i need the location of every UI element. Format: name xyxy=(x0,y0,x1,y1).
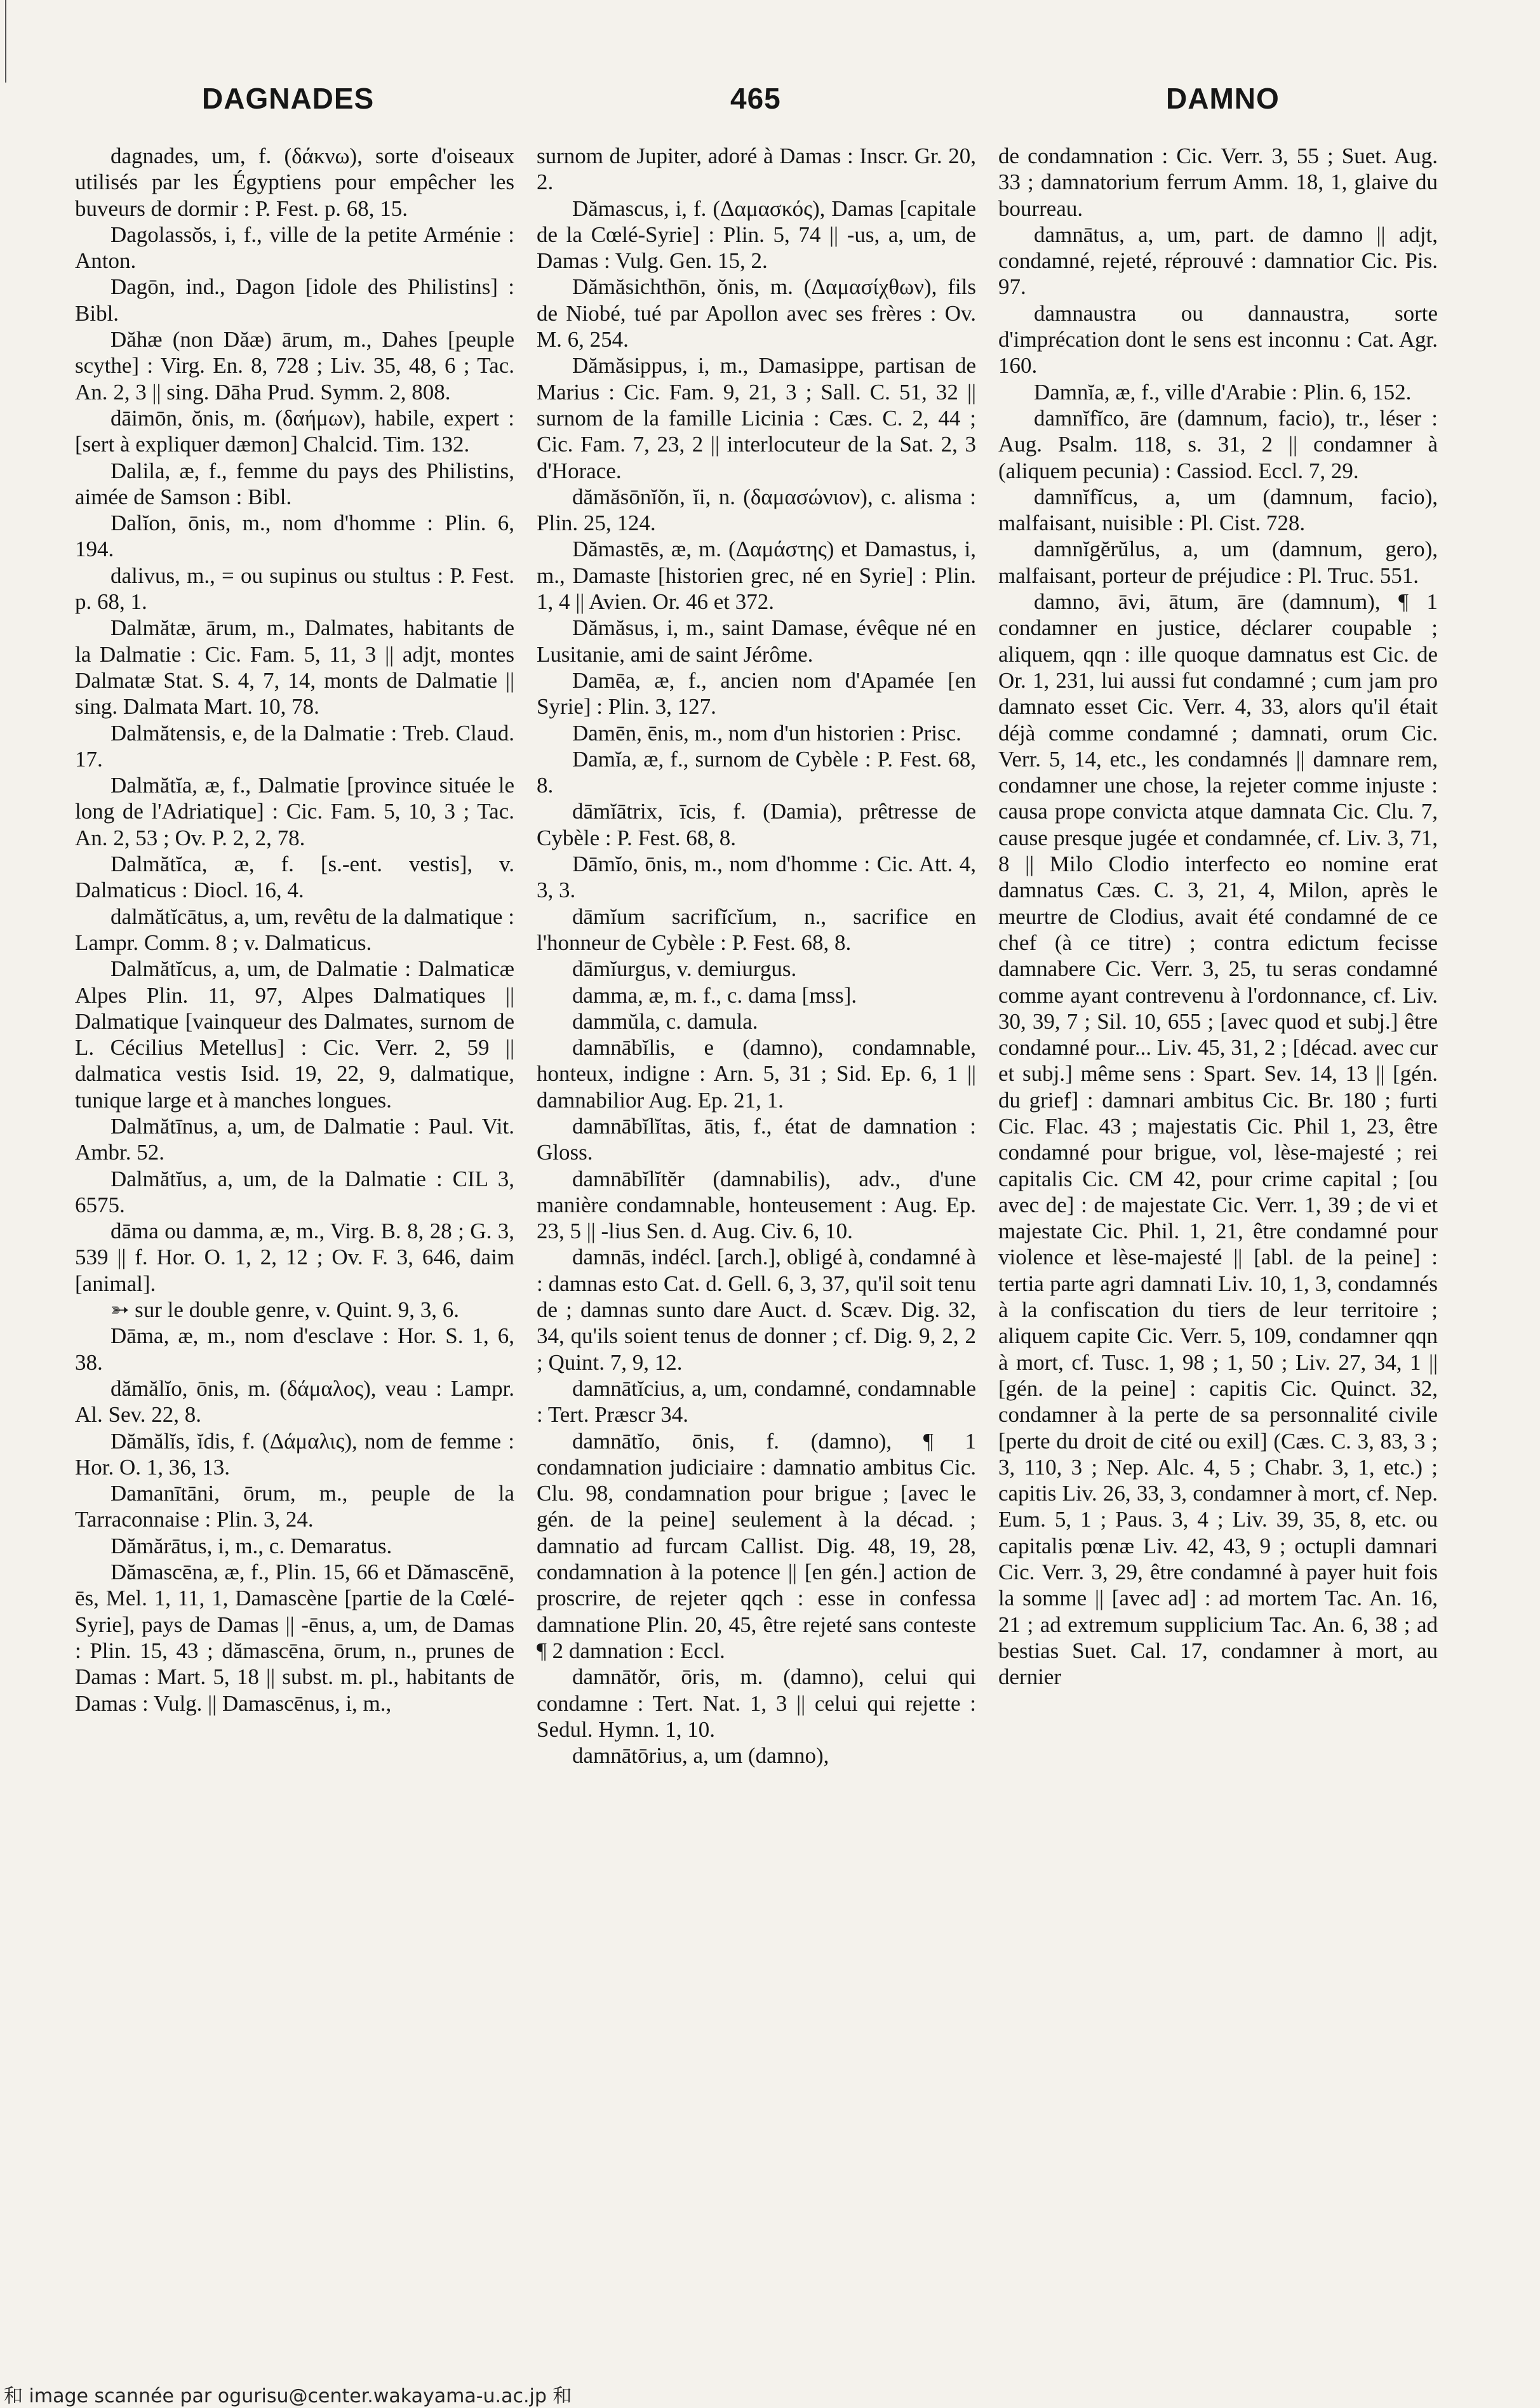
dictionary-entry: dāmĭātrix, īcis, f. (Damia), prêtresse de Cybèle : P. Fest. 68, 8. xyxy=(537,799,976,850)
dictionary-entry: damnābĭlis, e (damno), condamnable, honteux, indigne : Arn. 5, 31 ; Sid. Ep. 6, 1 || damnabilior Aug. Ep. 21, 1. xyxy=(537,1035,976,1113)
dictionary-entry: Dămastēs, æ, m. (Δαμάστης) et Damastus, i, m., Damaste [historien grec, né en Syrie] : Plin. 1, 4 || Avien. Or. 46 et 372. xyxy=(537,537,976,615)
dictionary-entry: damma, æ, m. f., c. dama [mss]. xyxy=(572,982,857,1008)
dictionary-column-2 xyxy=(537,143,976,2327)
dictionary-column-1 xyxy=(75,143,514,2327)
dictionary-entry: de condamnation : Cic. Verr. 3, 55 ; Suet. Aug. 33 ; damnatorium ferrum Amm. 18, 1, glaive du bourreau. xyxy=(998,144,1438,221)
dictionary-entry: Dămărātus, i, m., c. Demaratus. xyxy=(110,1533,392,1558)
dictionary-entry: dāmĭurgus, v. demiurgus. xyxy=(572,956,797,982)
scan-credit-footer: 和 image scannée par ogurisu@center.wakayama-u.ac.jp 和 xyxy=(4,2385,572,2407)
dictionary-entry: Dămascus, i, f. (Δαμασκός), Damas [capitale de la Cœlé-Syrie] : Plin. 5, 74 || -us, a, um, de Damas : Vulg. Gen. 15, 2. xyxy=(537,196,976,274)
dictionary-entry: Damanītāni, ōrum, m., peuple de la Tarraconnaise : Plin. 3, 24. xyxy=(75,1481,514,1532)
dictionary-entry: Dagolassŏs, i, f., ville de la petite Arménie : Anton. xyxy=(75,222,514,274)
dictionary-entry: dagnades, um, f. (δάκνω), sorte d'oiseaux utilisés par les Égyptiens pour empêcher les buveurs de dormir : P. Fest. p. 68, 15. xyxy=(75,144,514,221)
dictionary-entry: Dămăsippus, i, m., Damasippe, partisan de Marius : Cic. Fam. 9, 21, 3 ; Sall. C. 51, 32 || surnom de la famille Licinia : Cæs. C. 2, 44 ; Cic. Fam. 7, 23, 2 || interlocuteur de la Sat. 2, 3 d'Horace. xyxy=(537,353,976,483)
dictionary-entry: damnābĭlĭtas, ātis, f., état de damnation : Gloss. xyxy=(537,1113,976,1165)
dictionary-entry: Dămălĭs, ĭdis, f. (Δάμαλις), nom de femme : Hor. O. 1, 36, 13. xyxy=(75,1428,514,1480)
dictionary-entry: Dămascēna, æ, f., Plin. 15, 66 et Dămascēnē, ēs, Mel. 1, 11, 1, Damascène [partie de la Cœlé-Syrie], pays de Damas || -ēnus, a, um, de Damas : Plin. 15, 43 ; dămascēna, ōrum, n., prunes de Damas : Mart. 5, 18 || subst. m. pl., habitants de Damas : Vulg. || Damascēnus, i, m., xyxy=(75,1560,514,1716)
dictionary-entry: damnātŏr, ōris, m. (damno), celui qui condamne : Tert. Nat. 1, 3 || celui qui rejette : Sedul. Hymn. 1, 10. xyxy=(537,1664,976,1742)
dictionary-entry: Damĭa, æ, f., surnom de Cybèle : P. Fest. 68, 8. xyxy=(537,746,976,798)
dictionary-entry: damnās, indécl. [arch.], obligé à, condamné à : damnas esto Cat. d. Gell. 6, 3, 37, qu'il soit tenu de ; damnas sunto dare Auct. d. Scæv. Dig. 32, 34, qu'ils soient tenus de donner ; cf. Dig. 9, 2, 2 ; Quint. 7, 9, 12. xyxy=(537,1245,976,1375)
page-number: 465 xyxy=(730,82,781,115)
dictionary-entry: damnaustra ou dannaustra, sorte d'imprécation dont le sens est inconnu : Cat. Agr. 160. xyxy=(998,300,1438,378)
dictionary-entry: damno, āvi, ātum, āre (damnum), ¶ 1 condamner en justice, déclarer coupable ; aliquem, qqn : ille quoque damnatus est Cic. de Or. 1, 231, lui aussi fut condamné ; cum jam pro damnato esset Cic. Verr. 4, 33, alors qu'il était déjà comme condamné ; damnati, orum Cic. Verr. 5, 14, etc., les condamnés || damnare rem, condamner une chose, la rejeter comme injuste : causa prope convicta atque damnata Cic. Clu. 7, cause presque jugée et condamnée, cf. Liv. 3, 71, 8 || Milo Clodio interfecto eo nomine erat damnatus Cæs. C. 3, 21, 4, Milon, après le meurtre de Clodius, avait été condamné de ce chef (à ce titre) ; contra edictum fecisse damnabere Cic. Verr. 3, 25, tu seras condamné comme ayant contrevenu à l'ordonnance, cf. Liv. 30, 39, 7 ; Sil. 10, 655 ; [avec quod et subj.] être condamné pour... Liv. 45, 31, 2 ; [décad. avec cur et subj.] même sens : Spart. Sev. 14, 13 || [gén. du grief] : damnari ambitus Cic. Br. 180 ; furti Cic. Flac. 43 ; majestatis Cic. Phil 1, 23, être condamné pour brigue, vol, lèse-majesté ; rei capitalis Cic. CM 42, pour crime capital ; [ou avec de] : de majestate Cic. Verr. 1, 39 ; de vi et majestate Cic. Phil. 1, 21, être condamné pour violence et lèse-majesté || [abl. de la peine] : tertia parte agri damnati Liv. 10, 1, 3, condamnés à la confiscation du tiers de leur territoire ; aliquem capite Cic. Verr. 5, 109, condamner qqn à mort, cf. Tusc. 1, 98 ; 1, 50 ; Liv. 27, 34, 1 || [gén. de la peine] : capitis Cic. Quinct. 32, condamner à la perte de sa personnalité civile [perte du droit de cité ou exil] (Cæs. C. 3, 83, 3 ; 3, 110, 3 ; Nep. Alc. 4, 5 ; Chabr. 3, 1, etc.) ; capitis Liv. 26, 33, 3, condamner à mort, cf. Nep. Eum. 5, 1 ; Paus. 3, 4 ; Liv. 39, 35, 8, etc. ou capitalis pœnæ Liv. 42, 43, 9 ; octupli damnari Cic. Verr. 3, 29, être condamné à payer huit fois la somme || [avec ad] : ad mortem Tac. An. 16, 21 ; ad extremum supplicium Tac. An. 6, 38 ; ad bestias Suet. Cal. 17, condamner à mort, au dernier xyxy=(998,589,1438,1690)
dictionary-entry: dalivus, m., = ou supinus ou stultus : P. Fest. p. 68, 1. xyxy=(75,563,514,615)
dictionary-entry: Damēn, ēnis, m., nom d'un historien : Prisc. xyxy=(572,720,961,746)
dictionary-entry: ➳ sur le double genre, v. Quint. 9, 3, 6. xyxy=(110,1297,460,1323)
dictionary-entry: damnātĭo, ōnis, f. (damno), ¶ 1 condamnation judiciaire : damnatio ambitus Cic. Clu. 98, condamnation pour brigue ; [avec le gén. de la peine] seulement à la décad. ; damnatio ad furcam Callist. Dig. 48, 19, 28, condamnation à la potence || [en gén.] action de proscrire, de rejeter qqch : esse in confessa damnatione Plin. 20, 45, être rejeté sans conteste ¶ 2 damnation : Eccl. xyxy=(537,1428,976,1663)
dictionary-entry: surnom de Jupiter, adoré à Damas : Inscr. Gr. 20, 2. xyxy=(537,144,976,195)
dictionary-entry: Dalmătĭus, a, um, de la Dalmatie : CIL 3, 6575. xyxy=(75,1166,514,1217)
dictionary-entry: damnābĭlĭtĕr (damnabilis), adv., d'une manière condamnable, honteusement : Aug. Ep. 23, 5 || -lius Sen. d. Aug. Civ. 6, 10. xyxy=(537,1166,976,1244)
dictionary-entry: Dalmătæ, ārum, m., Dalmates, habitants de la Dalmatie : Cic. Fam. 5, 11, 3 || adjt, montes Dalmatæ Stat. S. 4, 7, 14, monts de Dalmatie || sing. Dalmata Mart. 10, 78. xyxy=(75,615,514,719)
page-header xyxy=(0,0,1540,146)
dictionary-entry: Dămăsichthōn, ŏnis, m. (Δαμασίχθων), fils de Niobé, tué par Apollon avec ses frères : Ov. M. 6, 254. xyxy=(537,274,976,352)
dictionary-entry: Dāma, æ, m., nom d'esclave : Hor. S. 1, 6, 38. xyxy=(75,1323,514,1375)
dictionary-entry: damnātōrius, a, um (damno), xyxy=(572,1743,829,1769)
dictionary-entry: damnĭfĭco, āre (damnum, facio), tr., léser : Aug. Psalm. 118, s. 31, 2 || condamner à (aliquem pecunia) : Cassiod. Eccl. 7, 29. xyxy=(998,405,1438,483)
dictionary-entry: damnātus, a, um, part. de damno || adjt, condamné, rejeté, réprouvé : damnatior Cic. Pis. 97. xyxy=(998,222,1438,300)
dictionary-entry: Dalila, æ, f., femme du pays des Philistins, aimée de Samson : Bibl. xyxy=(75,458,514,509)
dictionary-entry: dāimōn, ŏnis, m. (δαήμων), habile, expert : [sert à expliquer dæmon] Chalcid. Tim. 132. xyxy=(75,405,514,457)
dictionary-entry: dāma ou damma, æ, m., Virg. B. 8, 28 ; G. 3, 539 || f. Hor. O. 1, 2, 12 ; Ov. F. 3, 646, daim [animal]. xyxy=(75,1219,514,1296)
dictionary-entry: Dāmĭo, ōnis, m., nom d'homme : Cic. Att. 4, 3, 3. xyxy=(537,852,976,903)
dictionary-entry: Dalmătĭca, æ, f. [s.-ent. vestis], v. Dalmaticus : Diocl. 16, 4. xyxy=(75,852,514,903)
dictionary-entry: Dagōn, ind., Dagon [idole des Philistins] : Bibl. xyxy=(75,274,514,326)
dictionary-entry: damnĭgĕrŭlus, a, um (damnum, gero), malfaisant, porteur de préjudice : Pl. Truc. 551. xyxy=(998,537,1438,588)
dictionary-entry: damnātĭcius, a, um, condamné, condamnable : Tert. Præscr 34. xyxy=(537,1375,976,1428)
dictionary-entry: damnĭfĭcus, a, um (damnum, facio), malfaisant, nuisible : Pl. Cist. 728. xyxy=(998,484,1438,536)
left-running-headword: DAGNADES xyxy=(202,82,375,115)
dictionary-entry: Dalĭon, ōnis, m., nom d'homme : Plin. 6, 194. xyxy=(75,511,514,562)
dictionary-entry: dămălĭo, ōnis, m. (δάμαλος), veau : Lampr. Al. Sev. 22, 8. xyxy=(75,1375,514,1428)
dictionary-entry: Dalmătĭa, æ, f., Dalmatie [province située le long de l'Adriatique] : Cic. Fam. 5, 10, 3 ; Tac. An. 2, 53 ; Ov. P. 2, 2, 78. xyxy=(75,773,514,850)
dictionary-entry: Damnĭa, æ, f., ville d'Arabie : Plin. 6, 152. xyxy=(1034,379,1412,405)
dictionary-entry: dammŭla, c. damula. xyxy=(572,1008,758,1034)
dictionary-entry: dămăsōnĭŏn, ĭi, n. (δαμασώνιον), c. alisma : Plin. 25, 124. xyxy=(537,484,976,536)
dictionary-entry: Dalmătĭcus, a, um, de Dalmatie : Dalmaticæ Alpes Plin. 11, 97, Alpes Dalmatiques || Dalmatique [vainqueur des Dalmates, surnom de L. Cécilius Metellus] : Cic. Verr. 2, 59 || dalmatica vestis Isid. 19, 22, 9, dalmatique, tunique large et à manches longues. xyxy=(75,956,514,1113)
dictionary-entry: Dăhæ (non Dăæ) ārum, m., Dahes [peuple scythe] : Virg. En. 8, 728 ; Liv. 35, 48, 6 ; Tac. An. 2, 3 || sing. Dāha Prud. Symm. 2, 808. xyxy=(75,327,514,405)
dictionary-entry: dalmătĭcātus, a, um, revêtu de la dalmatique : Lampr. Comm. 8 ; v. Dalmaticus. xyxy=(75,904,514,955)
dictionary-entry: dāmĭum sacrifĭcĭum, n., sacrifice en l'honneur de Cybèle : P. Fest. 68, 8. xyxy=(537,904,976,955)
dictionary-column-3 xyxy=(998,143,1438,2327)
dictionary-entry: Damēa, æ, f., ancien nom d'Apamée [en Syrie] : Plin. 3, 127. xyxy=(537,667,976,719)
dictionary-entry: Dalmătensis, e, de la Dalmatie : Treb. Claud. 17. xyxy=(75,720,514,772)
dictionary-entry: Dalmătīnus, a, um, de Dalmatie : Paul. Vit. Ambr. 52. xyxy=(75,1113,514,1165)
dictionary-entry: Dămăsus, i, m., saint Damase, évêque né en Lusitanie, ami de saint Jérôme. xyxy=(537,615,976,667)
right-running-headword: DAMNO xyxy=(1166,82,1280,115)
